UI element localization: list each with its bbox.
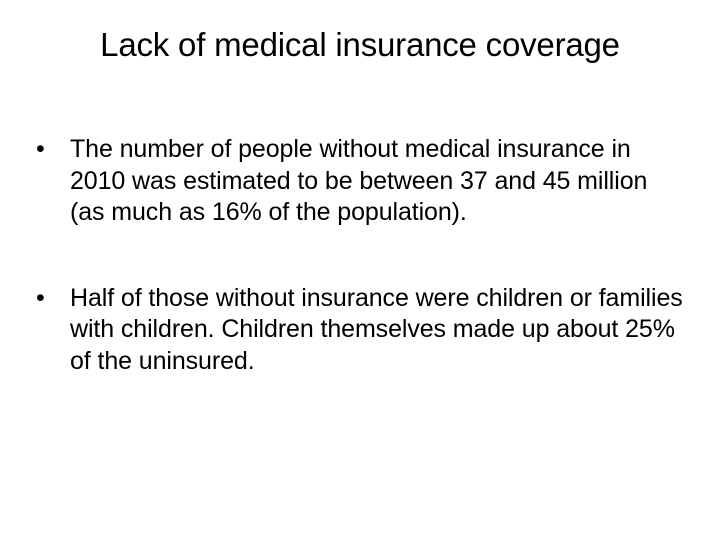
bullet-item-children-share bbox=[36, 283, 686, 378]
bullet-list bbox=[36, 134, 686, 431]
bullet-text: Half of those without insurance were children or families with children. Children themselves made up about 25% of the uninsured. bbox=[70, 283, 683, 375]
bullet-text: The number of people without medical insurance in 2010 was estimated to be between 37 and 45 million (as much as 16% of the population). bbox=[70, 135, 648, 226]
bullet-icon: • bbox=[36, 283, 45, 312]
bullet-item-uninsured-count bbox=[36, 134, 686, 229]
bullet-icon: • bbox=[36, 135, 45, 163]
slide-title: Lack of medical insurance coverage bbox=[100, 26, 620, 63]
